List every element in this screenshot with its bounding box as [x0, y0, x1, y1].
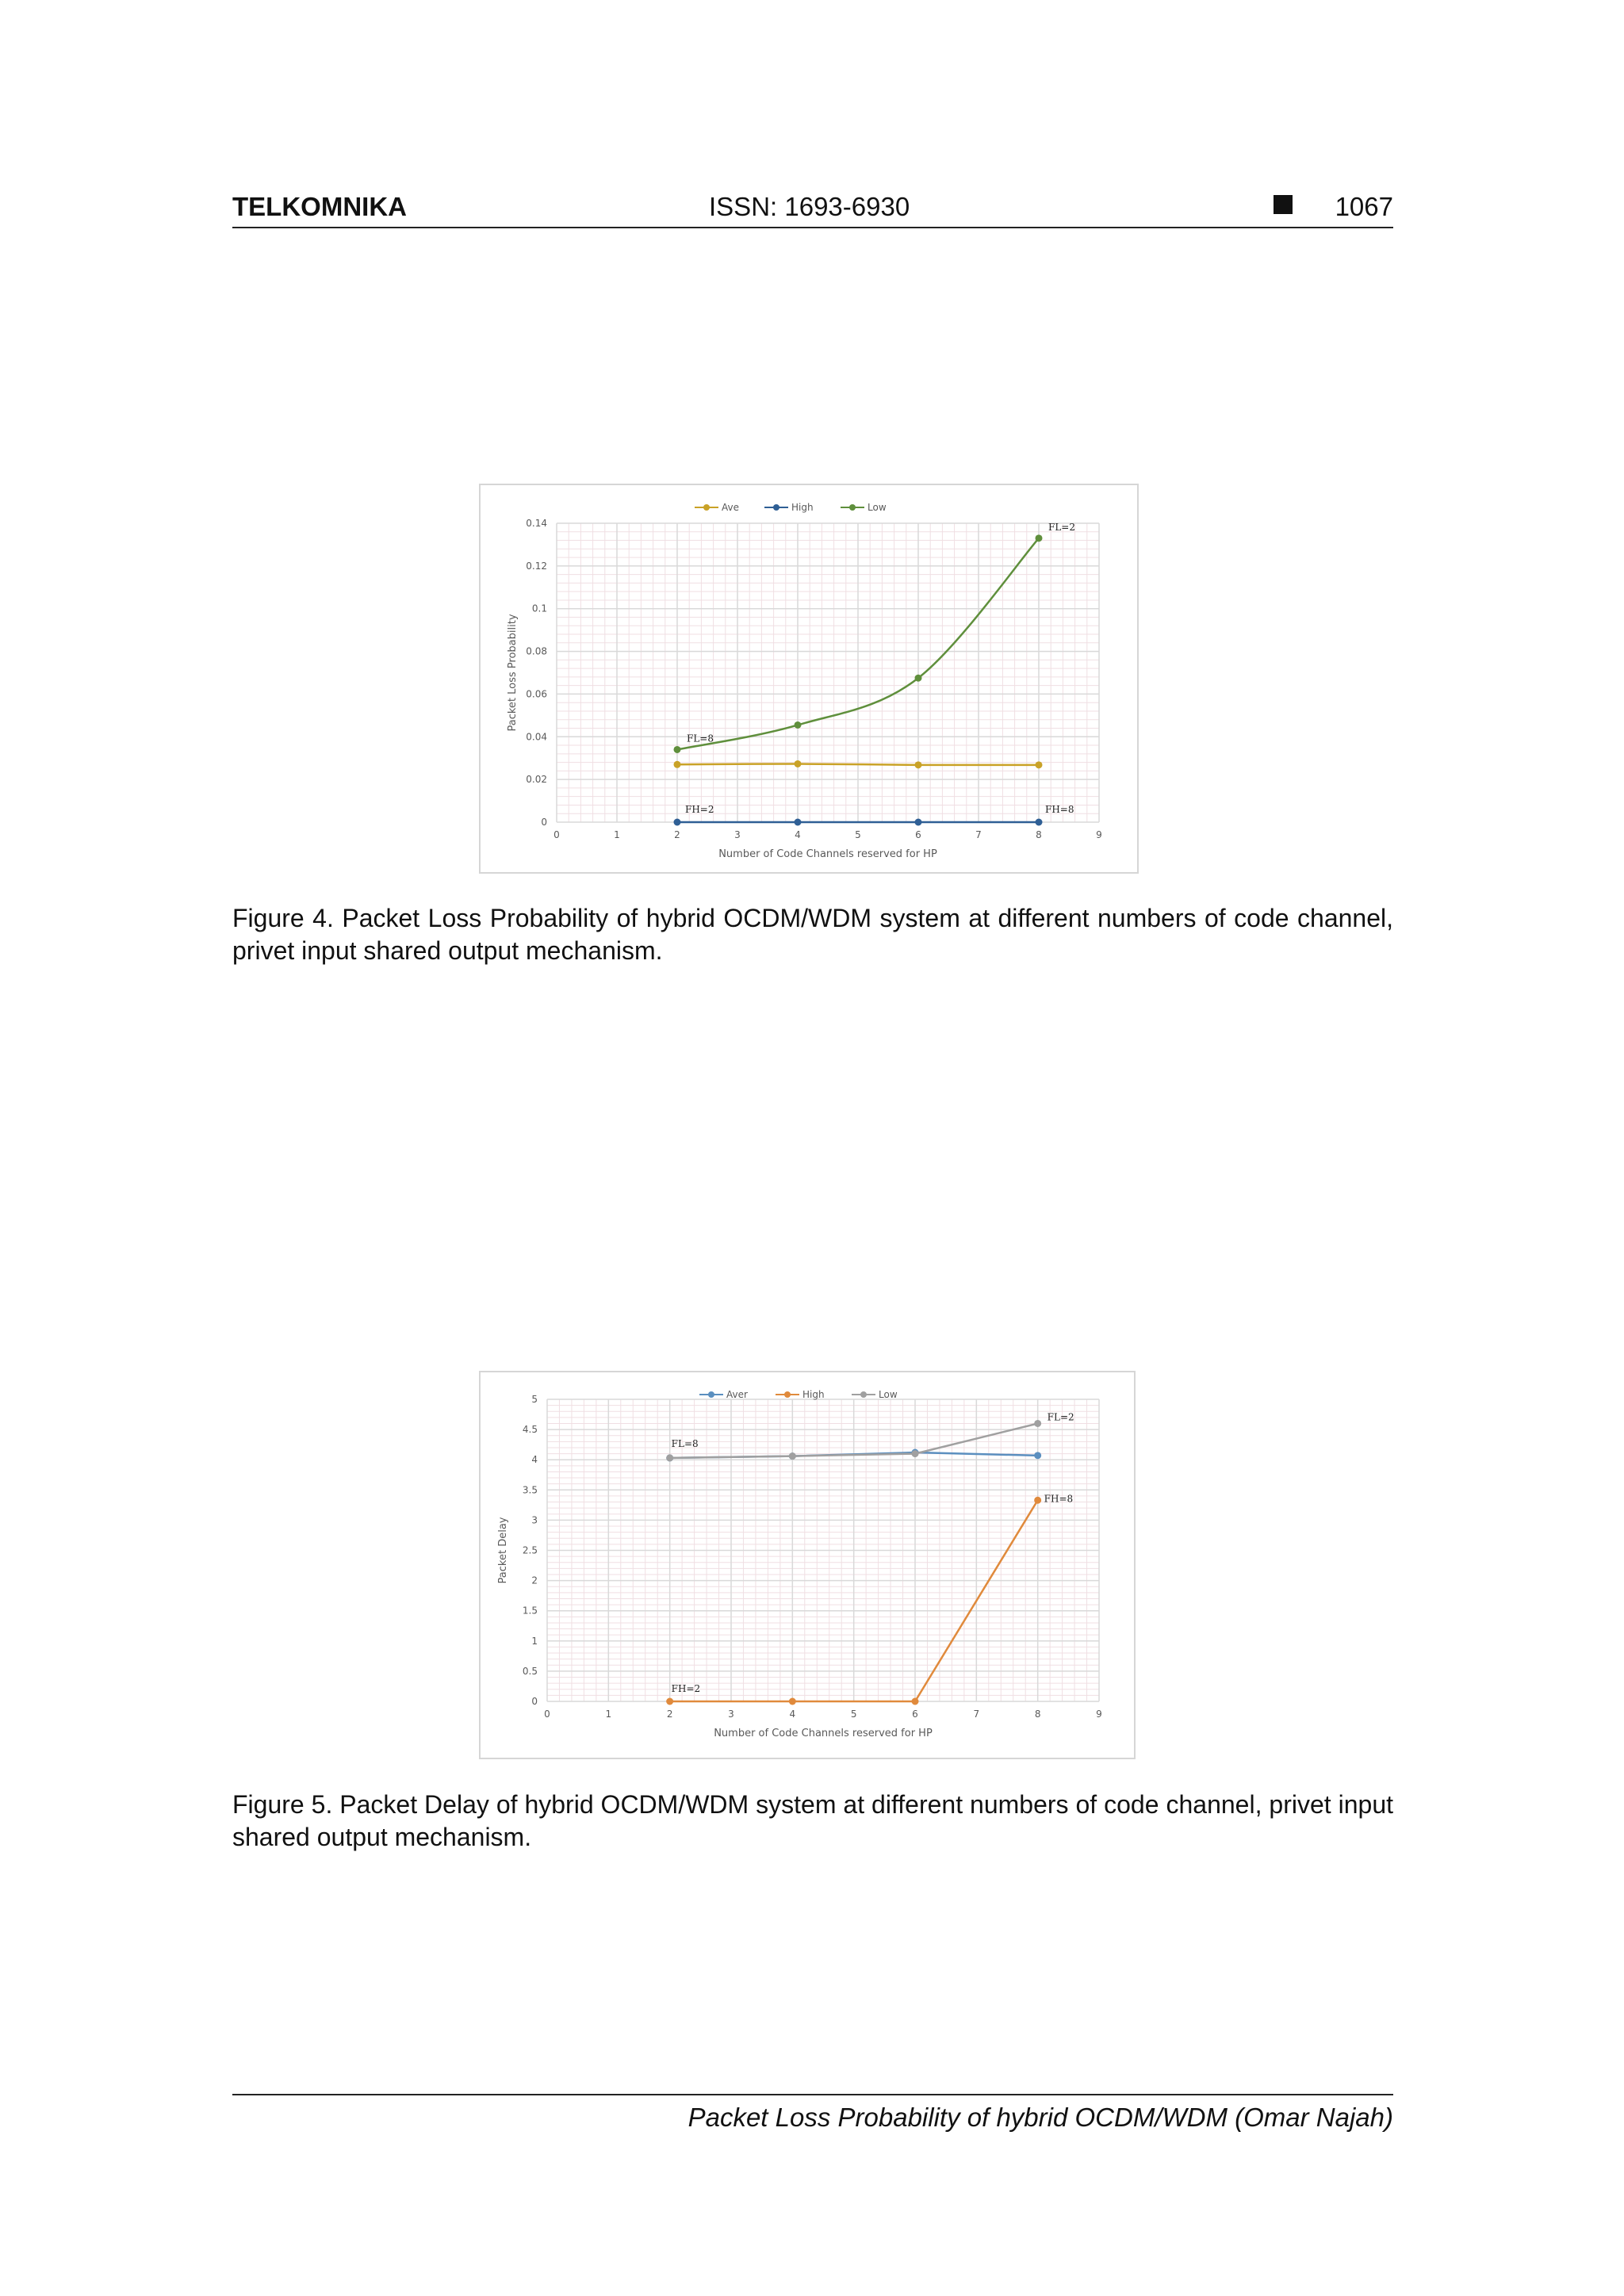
running-footer: Packet Loss Probability of hybrid OCDM/WDM (Omar Najah)	[688, 2103, 1393, 2132]
data-point-ave	[795, 760, 802, 767]
x-tick-label: 8	[1036, 829, 1042, 840]
legend-marker	[703, 504, 710, 511]
y-tick-label: 0.1	[531, 603, 547, 614]
data-point-ave	[915, 761, 922, 768]
data-point-ave	[1036, 761, 1043, 768]
y-tick-label: 3.5	[522, 1484, 538, 1496]
chart-packet-loss	[481, 485, 1137, 872]
legend-marker	[784, 1391, 791, 1398]
x-tick-label: 4	[795, 829, 801, 840]
y-tick-label: 0	[531, 1696, 538, 1707]
y-tick-label: 1.5	[522, 1605, 538, 1617]
y-tick-label: 2.5	[522, 1544, 538, 1556]
data-point-low	[912, 1450, 919, 1457]
figure-4-chart	[479, 484, 1139, 874]
legend-entry: Aver	[726, 1389, 748, 1400]
chart-annotation: FH=2	[671, 1683, 701, 1694]
x-tick-label: 9	[1096, 1709, 1102, 1720]
issn: ISSN: 1693-6930	[709, 192, 910, 221]
y-axis-title: Packet Loss Probability	[507, 614, 519, 732]
legend-marker	[708, 1391, 714, 1398]
y-tick-label: 2	[531, 1575, 538, 1586]
x-axis-title: Number of Code Channels reserved for HP	[718, 848, 937, 860]
data-point-low	[666, 1454, 673, 1461]
y-tick-label: 0.12	[526, 560, 547, 572]
x-tick-label: 1	[605, 1709, 612, 1720]
chart-packet-delay	[481, 1372, 1134, 1758]
data-point-high	[915, 819, 922, 826]
y-axis-title: Packet Delay	[497, 1517, 509, 1584]
x-tick-label: 2	[666, 1709, 673, 1720]
legend-marker	[773, 504, 779, 511]
legend-entry: Low	[879, 1389, 898, 1400]
y-tick-label: 3	[531, 1514, 538, 1526]
chart-annotation: FH=2	[685, 804, 714, 815]
figure-5-chart	[479, 1371, 1136, 1759]
data-point-ave	[674, 761, 681, 768]
x-tick-label: 9	[1096, 829, 1102, 840]
y-tick-label: 0.02	[526, 774, 547, 786]
figure-5-caption: Figure 5. Packet Delay of hybrid OCDM/WDM system at different numbers of code channel, privet input shared output mechanism.	[232, 1790, 1393, 1851]
data-point-low	[1034, 1420, 1041, 1427]
x-tick-label: 8	[1034, 1709, 1041, 1720]
chart-annotation: FL=2	[1047, 1411, 1074, 1423]
data-point-low	[789, 1452, 796, 1460]
journal-name: TELKOMNIKA	[232, 192, 407, 221]
data-point-aver	[1034, 1452, 1041, 1459]
y-tick-label: 1	[531, 1635, 538, 1647]
x-tick-label: 0	[553, 829, 560, 840]
data-point-low	[674, 746, 681, 753]
data-point-high	[1034, 1497, 1041, 1504]
legend-marker	[849, 504, 856, 511]
y-tick-label: 4.5	[522, 1424, 538, 1436]
legend-marker	[860, 1391, 867, 1398]
y-tick-label: 0.04	[526, 731, 547, 743]
figure-4-caption: Figure 4. Packet Loss Probability of hybrid OCDM/WDM system at different numbers of code channel, privet input shared output mechanism.	[232, 904, 1393, 965]
x-tick-label: 5	[855, 829, 861, 840]
chart-annotation: FL=8	[671, 1437, 699, 1449]
legend-entry: Low	[868, 502, 887, 513]
y-tick-label: 0.08	[526, 645, 547, 657]
footer-rule	[232, 2094, 1393, 2095]
data-point-low	[1036, 534, 1043, 541]
x-tick-label: 0	[544, 1709, 550, 1720]
chart-annotation: FL=2	[1048, 521, 1075, 533]
x-tick-label: 1	[614, 829, 620, 840]
y-tick-label: 5	[531, 1394, 538, 1405]
legend-entry: High	[791, 502, 814, 513]
chart-annotation: FH=8	[1045, 804, 1074, 815]
y-tick-label: 0.5	[522, 1665, 538, 1677]
x-tick-label: 4	[789, 1709, 796, 1720]
legend-entry: Ave	[722, 502, 739, 513]
y-tick-label: 0.06	[526, 688, 547, 700]
x-tick-label: 7	[975, 829, 982, 840]
square-icon	[1274, 195, 1293, 214]
x-tick-label: 6	[915, 829, 921, 840]
page-header	[232, 189, 1393, 228]
x-tick-label: 6	[912, 1709, 918, 1720]
x-tick-label: 5	[850, 1709, 857, 1720]
chart-annotation: FL=8	[687, 733, 714, 744]
data-point-high	[1036, 819, 1043, 826]
x-tick-label: 2	[674, 829, 680, 840]
x-tick-label: 7	[973, 1709, 980, 1720]
series-line-ave	[677, 763, 1039, 764]
data-point-high	[912, 1698, 919, 1705]
chart-annotation: FH=8	[1044, 1493, 1074, 1505]
data-point-high	[789, 1698, 796, 1705]
page-number: 1067	[1335, 192, 1393, 221]
data-point-low	[795, 721, 802, 729]
legend-entry: High	[802, 1389, 825, 1400]
data-point-low	[915, 675, 922, 682]
x-tick-label: 3	[728, 1709, 734, 1720]
x-tick-label: 3	[734, 829, 741, 840]
data-point-high	[666, 1698, 673, 1705]
y-tick-label: 0.14	[526, 518, 547, 529]
y-tick-label: 4	[531, 1454, 538, 1466]
x-axis-title: Number of Code Channels reserved for HP	[714, 1728, 933, 1739]
data-point-high	[674, 819, 681, 826]
data-point-high	[795, 819, 802, 826]
y-tick-label: 0	[541, 817, 547, 828]
